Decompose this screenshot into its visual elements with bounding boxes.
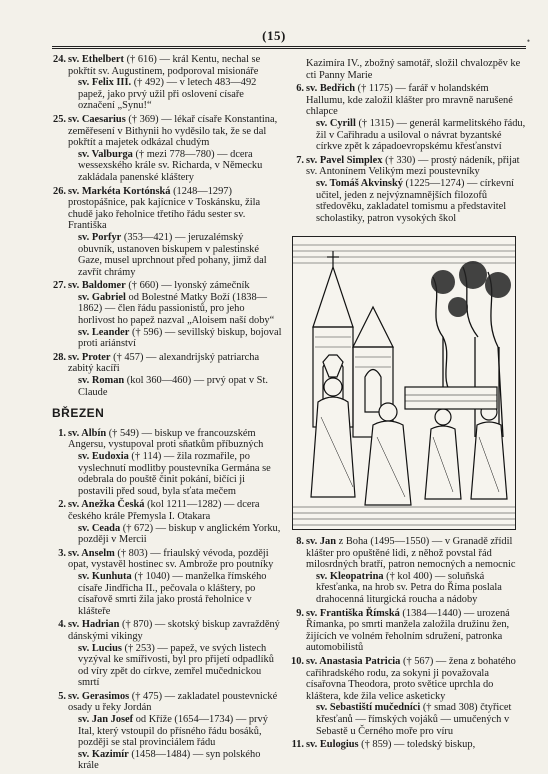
day-number: 25. xyxy=(53,113,66,125)
saint-line xyxy=(306,178,526,224)
saint-name: sv. Caesarius xyxy=(68,113,126,125)
woodcut-image xyxy=(293,237,515,529)
saint-description: († 475) — zakladatel poustevnické osady u řeky Jordán xyxy=(68,690,278,714)
day-number: 1. xyxy=(58,427,66,439)
saint-description: (1248—1297) prostopášnice, pak kajícnice v Toskánsku, žila chudě jako řeholnice třetího řádu sester sv. Františka xyxy=(68,185,261,232)
calendar-entry xyxy=(52,352,282,398)
saint-line xyxy=(68,77,282,112)
saint-description: († 330) — prostý nádeník, přijat sv. Antonínem Velikým mezi poustevníky xyxy=(306,154,520,178)
day-number: 2. xyxy=(58,499,66,511)
calendar-entry xyxy=(52,619,282,689)
saint-line xyxy=(68,375,282,398)
left-bottom-entries xyxy=(52,428,282,772)
saint-name: sv. Baldomer xyxy=(68,280,126,292)
saint-name: sv. Kunhuta xyxy=(78,570,132,582)
saint-name: sv. Eudoxia xyxy=(78,451,129,462)
saint-line xyxy=(68,352,282,375)
saint-name: sv. Hadrian xyxy=(68,619,120,631)
saint-name: sv. Jan xyxy=(306,536,337,547)
saint-line xyxy=(68,643,282,689)
saint-description: (353—421) — jeruzalémský obuvník, ustanoven biskupem v palestinské Gaze, musel uprchnout před pohany, jimž dal zavřít chrámy xyxy=(78,231,267,278)
saint-line xyxy=(68,327,282,350)
saint-description: († 672) — biskup v anglickém Yorku, později v Mercii xyxy=(78,522,281,546)
saint-description: († 567) — žena z bohatého cařihradského rodu, za sokyni ji považovala císařovna Theodora, proto světice uprchla do kláštera, kde žila velice asketicky xyxy=(306,655,516,702)
saint-name: sv. Ethelbert xyxy=(68,54,124,65)
saint-description: (1225—1274) — církevní učitel, jeden z nejvýznamnějších filozofů středověku, zakladatel tomismu a představitel scholastiky, patron vysokých škol xyxy=(316,177,515,224)
saint-line xyxy=(68,280,282,292)
saint-line xyxy=(68,54,282,77)
saint-description: († smad 308) čtyřicet křesťanů — římských vojáků — umučených v Sebastě u Černého moře pro víru xyxy=(316,702,512,737)
saint-description: (1458—1484) — syn polského krále xyxy=(78,748,261,772)
saint-line xyxy=(68,619,282,642)
saint-description: († 457) — alexandrijský patriarcha zabitý kacíři xyxy=(68,351,260,375)
calendar-entry xyxy=(290,608,526,654)
saint-description: († 549) — biskup ve francouzském Angersu, vystupoval proti sňatkům příbuzných xyxy=(68,427,264,451)
saint-line xyxy=(306,608,526,654)
saint-description: († 660) — lyonský zámečník xyxy=(125,280,250,292)
saint-name: sv. Cyrill xyxy=(316,117,356,129)
day-number: 11. xyxy=(291,739,304,751)
day-number: 26. xyxy=(53,185,66,197)
day-number: 3. xyxy=(58,547,66,559)
saint-description: († 369) — lékař císaře Konstantina, zeměřesení v Bithynii ho vyděsilo tak, že se dal pokřtít a majetek odkázal chudým xyxy=(68,113,278,149)
saint-line xyxy=(68,523,282,546)
saint-name: sv. Lucius xyxy=(78,642,122,654)
day-number: 4. xyxy=(58,619,66,631)
day-number: 5. xyxy=(58,690,66,702)
saint-description: († 616) — král Kentu, nechal se pokřtít sv. Augustinem, podporoval misionáře xyxy=(68,54,261,77)
saint-description: (kol 360—460) — prvý opat v St. Claude xyxy=(78,375,268,398)
saint-line xyxy=(68,749,282,772)
saint-name: sv. Kazimír xyxy=(78,748,129,760)
calendar-entry xyxy=(52,428,282,498)
saint-line xyxy=(68,428,282,451)
saint-name: sv. Proter xyxy=(68,351,111,363)
calendar-entry xyxy=(52,54,282,112)
saint-line xyxy=(306,656,526,702)
saint-description: (1384—1440) — urozená Římanka, po smrti manžela založila družinu žen, žijících ve volném řeholním sdružení, patronka automobilistů xyxy=(306,607,510,654)
saint-line xyxy=(68,186,282,232)
saint-name: sv. Gerasimos xyxy=(68,690,130,702)
day-number: 8. xyxy=(296,536,304,547)
saint-description: († kol 400) — soluňská křesťanka, na hrob sv. Petra do Říma poslala drahocenná liturgická roucha a nádoby xyxy=(316,570,502,605)
saint-description: († 253) — papež, ve svých listech vyzýval ke smířivosti, byl pro přijetí odpadlíků od víry zpět do církve, zemřel mučednickou smrtí xyxy=(78,642,274,689)
saint-name: sv. Leander xyxy=(78,326,130,338)
saint-line xyxy=(68,292,282,327)
left-top-entries xyxy=(52,54,282,398)
saint-line xyxy=(306,58,526,81)
saint-name: sv. Roman xyxy=(78,375,125,387)
calendar-entry xyxy=(290,536,526,606)
calendar-entry xyxy=(290,739,526,751)
woodcut-illustration xyxy=(292,236,516,530)
calendar-entry xyxy=(52,114,282,184)
saint-name: sv. Sebastiští mučedníci xyxy=(316,702,421,714)
saint-name: sv. Porfyr xyxy=(78,231,122,243)
saint-name: sv. Františka Římská xyxy=(306,607,400,619)
saint-description: od Bolestné Matky Boží (1838—1862) — člen řádu passionistů, pro jeho horlivost ho papež nazval „Aloisem naší doby“ xyxy=(78,291,275,327)
saint-name: sv. Markéta Kortónská xyxy=(68,185,171,197)
saint-name: sv. Valburga xyxy=(78,148,133,160)
saint-name: sv. Anastasia Patricia xyxy=(306,655,401,667)
saint-description: († 492) — v letech 483—492 papež, jako prvý užil při oslovení císaře označení „Synu!“ xyxy=(78,77,257,112)
saint-name: sv. Ceada xyxy=(78,522,121,534)
saint-description: († 596) — sevillský biskup, bojoval proti ariánství xyxy=(78,326,282,350)
saint-name: sv. Bedřich xyxy=(306,83,356,95)
saint-description: od Kříže (1654—1734) — prvý Ital, který vstoupil do přísného řádu bosáků, později se stal provinciálem řádu xyxy=(78,714,268,749)
saint-description: († mezi 778—780) — dcera wessexského krále sv. Richarda, v Německu zakládala panenské kláštery xyxy=(78,148,263,183)
saint-line xyxy=(68,232,282,278)
page-number: (15) xyxy=(262,28,286,43)
calendar-entry xyxy=(290,83,526,153)
saint-line xyxy=(306,155,526,178)
saint-line xyxy=(68,714,282,749)
saint-description: († 114) — žila rozmařile, po vyslechnutí modlitby poustevníka Germána se odebrala do pouště činit pokání, bičíci ji postavili před soud, byla sťata mečem xyxy=(78,451,271,497)
calendar-entry xyxy=(290,656,526,737)
left-column xyxy=(52,54,282,774)
calendar-entry xyxy=(52,280,282,350)
saint-name: sv. Anežka Česká xyxy=(68,499,145,511)
calendar-entry xyxy=(52,548,282,618)
saint-name: sv. Kleopatrina xyxy=(316,570,384,582)
saint-line xyxy=(68,499,282,522)
saint-name: sv. Eulogius xyxy=(306,739,359,751)
saint-name: sv. Gabriel xyxy=(78,291,126,303)
calendar-entry xyxy=(290,155,526,225)
saint-line xyxy=(306,83,526,118)
day-number: 28. xyxy=(53,351,66,363)
saint-name: sv. Tomáš Akvinský xyxy=(316,177,403,189)
calendar-entry xyxy=(290,58,526,81)
saint-line xyxy=(68,571,282,617)
saint-name: sv. Jan Josef xyxy=(78,714,134,726)
calendar-entry xyxy=(52,499,282,545)
saint-line xyxy=(68,149,282,184)
month-heading: BŘEZEN xyxy=(52,406,105,421)
day-number: 6. xyxy=(296,83,304,95)
calendar-entry xyxy=(52,691,282,772)
calendar-entry xyxy=(52,186,282,279)
saint-description: († 859) — toledský biskup, xyxy=(358,739,476,751)
corner-mark: • xyxy=(526,36,530,46)
saint-description: († 1040) — manželka římského císaře Jindřicha II., pečovala o kláštery, po císařově smrti žila jako prostá řeholnice v klášteře xyxy=(78,570,267,617)
header-rule xyxy=(52,46,526,49)
saint-line xyxy=(68,548,282,571)
saint-line xyxy=(306,571,526,606)
day-number: 9. xyxy=(296,607,304,619)
right-top-column xyxy=(290,58,526,226)
day-number: 10. xyxy=(291,655,304,667)
saint-name: sv. Albín xyxy=(68,427,107,439)
saint-description: († 803) — friaulský vévoda, později opat, vystavěl hostinec sv. Ambrože pro poutníky xyxy=(68,547,274,571)
day-number: 7. xyxy=(296,154,304,166)
saint-description: z Boha (1495—1550) — v Granadě zřídil klášter pro opuštěné lidi, z něhož povstal řád milosrdných bratří, patron nemocných a nemocnic xyxy=(306,536,516,571)
saint-name: sv. Felix III. xyxy=(78,77,132,89)
right-bottom-column xyxy=(290,536,526,753)
day-number: 27. xyxy=(53,280,66,292)
saint-description: († 1175) — farář v holandském Hallumu, kde založil klášter pro mravně narušené chlapce xyxy=(306,83,513,118)
saint-line xyxy=(306,702,526,737)
saint-description: († 870) — skotský biskup zavražděný dánskými vikingy xyxy=(68,619,280,642)
saint-line xyxy=(68,451,282,497)
saint-name: sv. Anselm xyxy=(68,547,115,559)
saint-line xyxy=(306,118,526,153)
saint-description: (kol 1211—1282) — dcera českého krále Přemysla I. Otakara xyxy=(68,499,260,522)
saint-line xyxy=(68,114,282,149)
saint-name: sv. Pavel Simplex xyxy=(306,154,383,166)
day-number: 24. xyxy=(53,54,66,65)
saint-line xyxy=(306,536,526,571)
saint-line xyxy=(68,691,282,714)
saint-description: († 1315) — generál karmelitského řádu, žil v Cařihradu a usiloval o návrat byzantské církve zpět k západoevropskému křesťanství xyxy=(316,117,526,153)
saint-line xyxy=(306,739,526,751)
saint-description: Kazimíra IV., zbožný samotář, složil chvalozpěv ke cti Panny Marie xyxy=(306,58,521,81)
